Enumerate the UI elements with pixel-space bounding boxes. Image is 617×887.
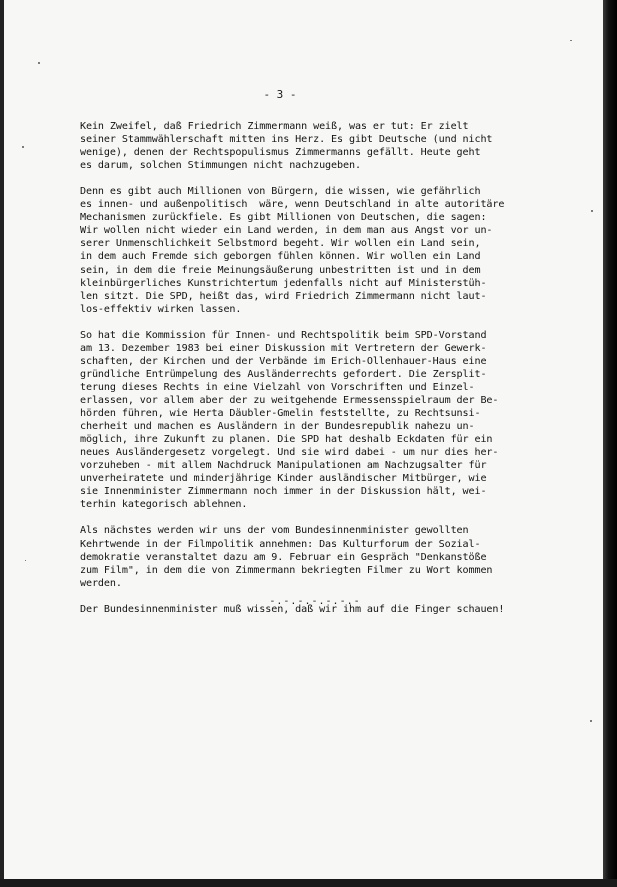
text-line: Als nächstes werden wir uns der vom Bundesinnenminister gewollten — [80, 525, 469, 537]
page-number: - 3 - — [263, 88, 297, 101]
text-line: Kehrtwende in der Filmpolitik annehmen: Das Kulturforum der Sozial- — [80, 538, 481, 550]
scan-border-bottom — [0, 879, 617, 887]
text-line: demokratie veranstaltet dazu am 9. Februar ein Gespräch "Denkanstöße — [80, 551, 487, 563]
text-line: Denn es gibt auch Millionen von Bürgern, die wissen, wie gefährlich — [80, 186, 481, 198]
text-line: So hat die Kommission für Innen- und Rechtspolitik beim SPD-Vorstand — [80, 329, 487, 341]
text-line: Kein Zweifel, daß Friedrich Zimmermann weiß, was er tut: Er zielt — [80, 121, 469, 132]
letter-body — [80, 120, 590, 629]
text-line: cherheit und machen es Ausländern in der Bundesrepublik nahezu un- — [80, 421, 475, 433]
text-line: werden. — [80, 577, 122, 589]
text-line: kleinbürgerliches Kunstrichtertum jedenfalls nicht auf Ministerstüh- — [80, 277, 487, 289]
text-line: wenige), denen der Rechtspopulismus Zimmermanns gefällt. Heute geht — [80, 147, 481, 159]
closing-dash-mark: -.-.-.-.-.-.- — [269, 596, 361, 607]
text-line: es innen- und außenpolitisch wäre, wenn Deutschland in alte autoritäre — [80, 199, 505, 211]
text-line: Wir wollen nicht wieder ein Land werden, in dem man aus Angst vor un- — [80, 225, 493, 237]
paragraph-4 — [80, 524, 590, 589]
text-line: in dem auch Fremde sich geborgen fühlen können. Wir wollen ein Land — [80, 251, 481, 263]
scan-speck — [25, 560, 26, 561]
text-line: los-effektiv wirken lassen. — [80, 303, 242, 315]
text-line: Der Bundesinnenminister muß wissen, daß wir ihm auf die Finger schauen! — [80, 603, 505, 615]
text-line: hörden führen, wie Herta Däubler-Gmelin feststellte, zu Rechtsunsi- — [80, 408, 481, 420]
paragraph-3 — [80, 329, 590, 512]
text-line: Mechanismen zurückfiele. Es gibt Millionen von Deutschen, die sagen: — [80, 212, 487, 224]
scan-speck — [570, 40, 572, 41]
text-line: schaften, der Kirchen und der Verbände im Erich-Ollenhauer-Haus eine — [80, 355, 487, 367]
text-line: vorzuheben - mit allem Nachdruck Manipulationen am Nachzugsalter für — [80, 460, 487, 472]
text-line: len sitzt. Die SPD, heißt das, wird Friedrich Zimmermann nicht laut- — [80, 290, 487, 302]
text-line: terhin kategorisch ablehnen. — [80, 499, 248, 511]
text-line: seiner Stammwählerschaft mitten ins Herz. Es gibt Deutsche (und nicht — [80, 134, 493, 146]
text-line: serer Unmenschlichkeit Selbstmord begeht. Wir wollen ein Land sein, — [80, 238, 481, 250]
text-line: gründliche Entrümpelung des Ausländerrechts gefordert. Die Zersplit- — [80, 368, 487, 380]
text-line: neues Ausländergesetz vorgelegt. Und sie wird dabei - um nur dies her- — [80, 447, 499, 459]
scan-speck — [590, 720, 592, 722]
text-line: am 13. Dezember 1983 bei einer Diskussion mit Vertretern der Gewerk- — [80, 342, 487, 354]
text-line: sein, in dem die freie Meinungsäußerung unbestritten ist und in dem — [80, 264, 481, 276]
text-line: zum Film", in dem die von Zimmermann bekriegten Filmer zu Wort kommen — [80, 564, 493, 576]
paragraph-1 — [80, 120, 590, 172]
scan-speck — [22, 146, 24, 148]
text-line: sie Innenminister Zimmermann noch immer in der Diskussion hält, wei- — [80, 486, 487, 498]
scan-speck — [591, 210, 593, 212]
text-line: möglich, ihre Zukunft zu planen. Die SPD hat deshalb Eckdaten für ein — [80, 434, 493, 446]
paragraph-2 — [80, 185, 590, 315]
text-line: es darum, solchen Stimmungen nicht nachzugeben. — [80, 160, 361, 172]
scan-border-left — [0, 0, 4, 887]
text-line: terung dieses Rechts in eine Vielzahl von Vorschriften und Einzel- — [80, 381, 475, 393]
scan-border-right — [603, 0, 617, 887]
text-line: erlassen, vor allem aber der zu weitgehende Ermessensspielraum der Be- — [80, 394, 499, 406]
text-line: unverheiratete und minderjährige Kinder ausländischer Mitbürger, wie — [80, 473, 487, 485]
scan-speck — [38, 62, 40, 64]
